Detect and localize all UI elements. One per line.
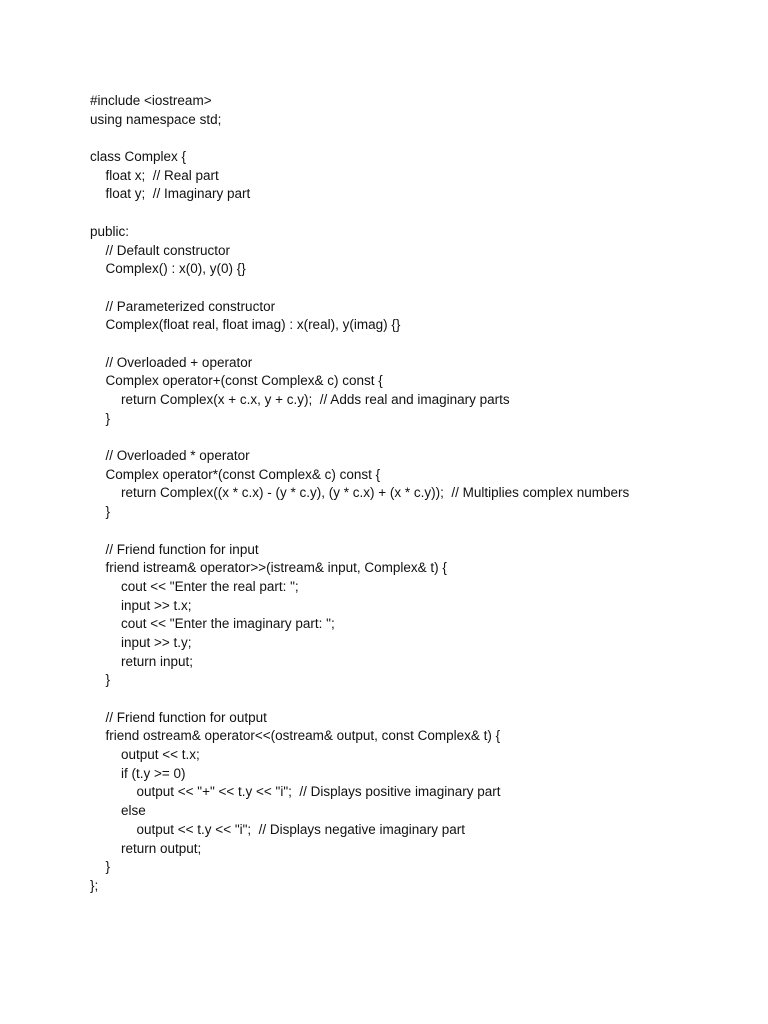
code-line: // Friend function for input: [105, 541, 259, 557]
code-line: Complex operator+(const Complex& c) const {: [105, 373, 383, 389]
blank-line: [90, 690, 750, 709]
code-line: #include <iostream>: [90, 93, 212, 108]
blank-line: [90, 129, 750, 148]
code-block: [90, 92, 750, 896]
code-line: cout << "Enter the imaginary part: ";: [121, 616, 335, 632]
code-line: else: [121, 803, 146, 819]
code-line: }: [105, 504, 111, 520]
code-line: float x; // Real part: [105, 167, 219, 183]
code-line: class Complex {: [90, 149, 187, 165]
code-line: };: [90, 877, 99, 893]
code-line: Complex() : x(0), y(0) {}: [105, 261, 246, 277]
code-line: // Friend function for output: [105, 709, 267, 725]
blank-line: [90, 279, 750, 298]
code-line: return Complex((x * c.x) - (y * c.y), (y * c.x) + (x * c.y)); // Multiplies complex numbers: [121, 485, 630, 501]
code-line: return Complex(x + c.x, y + c.y); // Adds real and imaginary parts: [121, 392, 510, 407]
code-line: friend ostream& operator<<(ostream& output, const Complex& t) {: [105, 728, 501, 744]
code-line: float y; // Imaginary part: [105, 186, 251, 202]
code-line: Complex(float real, float imag) : x(real), y(imag) {}: [105, 317, 401, 333]
blank-line: [90, 204, 750, 223]
code-line: }: [105, 410, 111, 426]
code-line: using namespace std;: [90, 111, 222, 127]
code-line: if (t.y >= 0): [121, 765, 186, 781]
code-line: cout << "Enter the real part: ";: [121, 578, 299, 594]
code-line: // Overloaded * operator: [105, 448, 250, 464]
code-line: }: [105, 672, 111, 688]
code-line: input >> t.x;: [121, 597, 192, 613]
code-line: // Overloaded + operator: [105, 354, 253, 370]
code-line: return input;: [121, 653, 194, 669]
code-line: }: [105, 859, 111, 875]
code-line: // Parameterized constructor: [105, 298, 276, 314]
code-line: Complex operator*(const Complex& c) const {: [105, 466, 381, 482]
code-line: public:: [90, 223, 130, 239]
code-line: // Default constructor: [105, 242, 231, 258]
code-line: output << t.y << "i"; // Displays negative imaginary part: [136, 821, 466, 837]
code-line: return output;: [121, 840, 202, 856]
blank-line: [90, 428, 750, 447]
code-line: output << "+" << t.y << "i"; // Displays positive imaginary part: [136, 784, 501, 800]
code-line: friend istream& operator>>(istream& input, Complex& t) {: [105, 560, 447, 576]
code-line: input >> t.y;: [121, 634, 192, 650]
blank-line: [90, 522, 750, 541]
code-line: output << t.x;: [121, 747, 200, 763]
blank-line: [90, 335, 750, 354]
